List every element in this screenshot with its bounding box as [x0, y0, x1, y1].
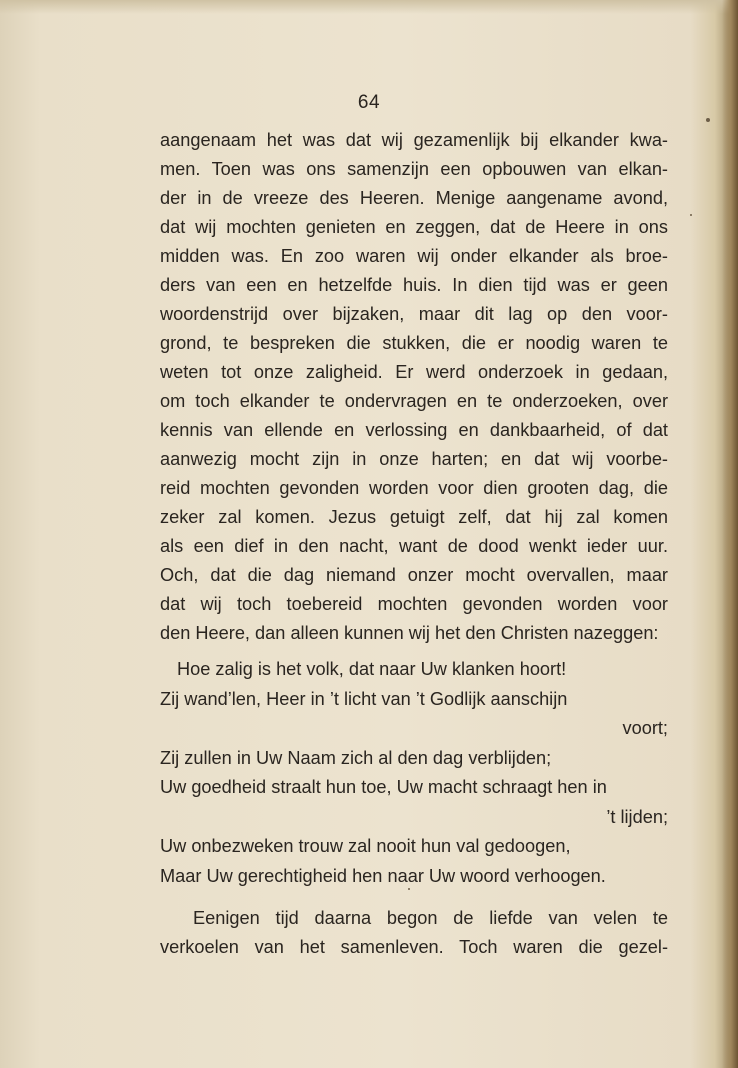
verse-line: Hoe zalig is het volk, dat naar Uw klanken hoort!: [177, 659, 567, 679]
text-line: weten tot onze zaligheid. Er werd onderzoek in gedaan,: [160, 362, 668, 382]
text-line: dat wij mochten genieten en zeggen, dat de Heere in ons: [160, 217, 668, 237]
text-line: reid mochten gevonden worden voor dien grooten dag, die: [160, 478, 668, 498]
verse-line: Uw goedheid straalt hun toe, Uw macht schraagt hen in: [160, 777, 607, 797]
text-line: zeker zal komen. Jezus getuigt zelf, dat hij zal komen: [160, 507, 668, 527]
text-line: men. Toen was ons samenzijn een opbouwen van elkan-: [160, 159, 668, 179]
text-line: aanwezig mocht zijn in onze harten; en dat wij voorbe-: [160, 449, 668, 469]
text-line: kennis van ellende en verlossing en dankbaarheid, of dat: [160, 420, 668, 440]
text-line: om toch elkander te ondervragen en te onderzoeken, over: [160, 391, 668, 411]
closing-paragraph: [160, 904, 668, 962]
page-binding-edge: [722, 0, 738, 1068]
page-top-shadow: [0, 0, 738, 14]
text-line: woordenstrijd over bijzaken, maar dit lag op den voor-: [160, 304, 668, 324]
text-line: midden was. En zoo waren wij onder elkander als broe-: [160, 246, 668, 266]
text-line: grond, te bespreken die stukken, die er noodig waren te: [160, 333, 668, 353]
page-number: 64: [357, 92, 381, 113]
prose-paragraph: [160, 126, 668, 648]
paper-speck: [706, 118, 710, 122]
text-line: verkoelen van het samenleven. Toch waren die gezel-: [160, 937, 668, 957]
text-line: Och, dat die dag niemand onzer mocht overvallen, maar: [160, 565, 668, 585]
text-line: Eenigen tijd daarna begon de liefde van velen te: [193, 908, 668, 928]
verse-line: Zij wand’len, Heer in ’t licht van ’t Godlijk aanschijn: [160, 688, 568, 709]
text-line: der in de vreeze des Heeren. Menige aangename avond,: [160, 188, 668, 208]
verse-line: Uw onbezweken trouw zal nooit hun val gedoogen,: [160, 836, 571, 856]
verse-line-continuation: voort;: [622, 718, 668, 738]
text-line: aangenaam het was dat wij gezamenlijk bij elkander kwa-: [160, 130, 668, 150]
text-line: ders van een en hetzelfde huis. In dien tijd was er geen: [160, 275, 668, 295]
text-line: als een dief in den nacht, want de dood wenkt ieder uur.: [160, 536, 668, 556]
text-line: den Heere, dan alleen kunnen wij het den Christen nazeggen:: [160, 623, 659, 643]
verse-block: [160, 655, 668, 891]
paper-speck: [690, 214, 692, 216]
text-line: dat wij toch toebereid mochten gevonden worden voor: [160, 594, 668, 614]
verse-line: Maar Uw gerechtigheid hen naar Uw woord verhoogen.: [160, 865, 606, 886]
verse-line: Zij zullen in Uw Naam zich al den dag verblijden;: [160, 747, 552, 768]
verse-line-continuation: ’t lijden;: [606, 806, 668, 827]
